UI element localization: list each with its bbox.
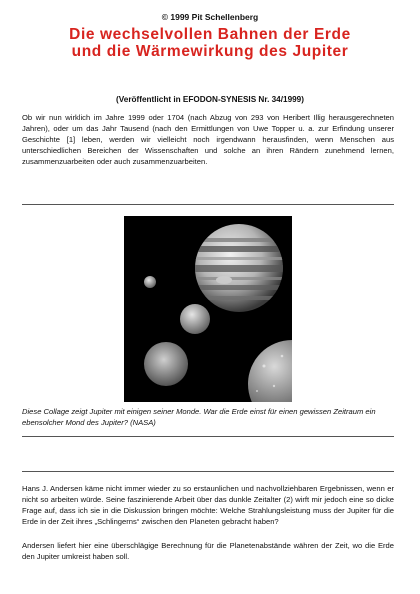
body-paragraph-1: Hans J. Andersen käme nicht immer wieder zu so erstaunlichen und nachvollziehbaren Ergebnissen, wenn er nicht so arbeiten würde. Seine faszinierende Arbeit über das dunkle Zeitalter (2) wirft mir jedoch eine so dicke Frage auf, dass ich sie in die Diskussion bringen möchte: Welche Strahlungsleistung muss der Jupiter für die Erde in der Zeit ihres „Schlingerns“ zwischen den Planeten gebracht haben? [22,484,394,526]
title-line-1: Die wechselvollen Bahnen der Erde [69,26,351,43]
divider-bottom [22,471,394,472]
divider-top [22,204,394,205]
document-title [0,26,420,60]
copyright-line: © 1999 Pit Schellenberg [161,12,259,22]
publication-note: (Veröffentlicht in EFODON-SYNESIS Nr. 34/1999) [116,95,304,104]
divider-middle [22,436,394,437]
title-line-2: und die Wärmewirkung des Jupiter [71,43,349,60]
figure-caption: Diese Collage zeigt Jupiter mit einigen seiner Monde. War die Erde einst für einen gewissen Zeitraum ein ebensolcher Mond des Jupiter? (NASA) [22,407,376,427]
body-paragraph-2: Andersen liefert hier eine überschlägige Berechnung für die Planetenabstände währen der Zeit, wo die Erde den Jupiter umkreist haben soll. [22,541,394,561]
jupiter-moons-photo [124,216,292,402]
intro-paragraph: Ob wir nun wirklich im Jahre 1999 oder 1704 (nach Abzug von 293 von Heribert Illig herausgerechneten Jahren), oder um das Jahr Tausend (nach den Ermittlungen von Uwe Topper u. a. zur Erfindung unserer Geschichte [1] leben, werden wir vielleicht noch irgendwann herausfinden, wenn Menschen aus unterschiedlichen Bereichen der Wissenschaften und solche an ihren Rändern zunehmend lernen, zusammenzuarbeiten oder auch zusammenzuarbeiten. [22,113,394,166]
